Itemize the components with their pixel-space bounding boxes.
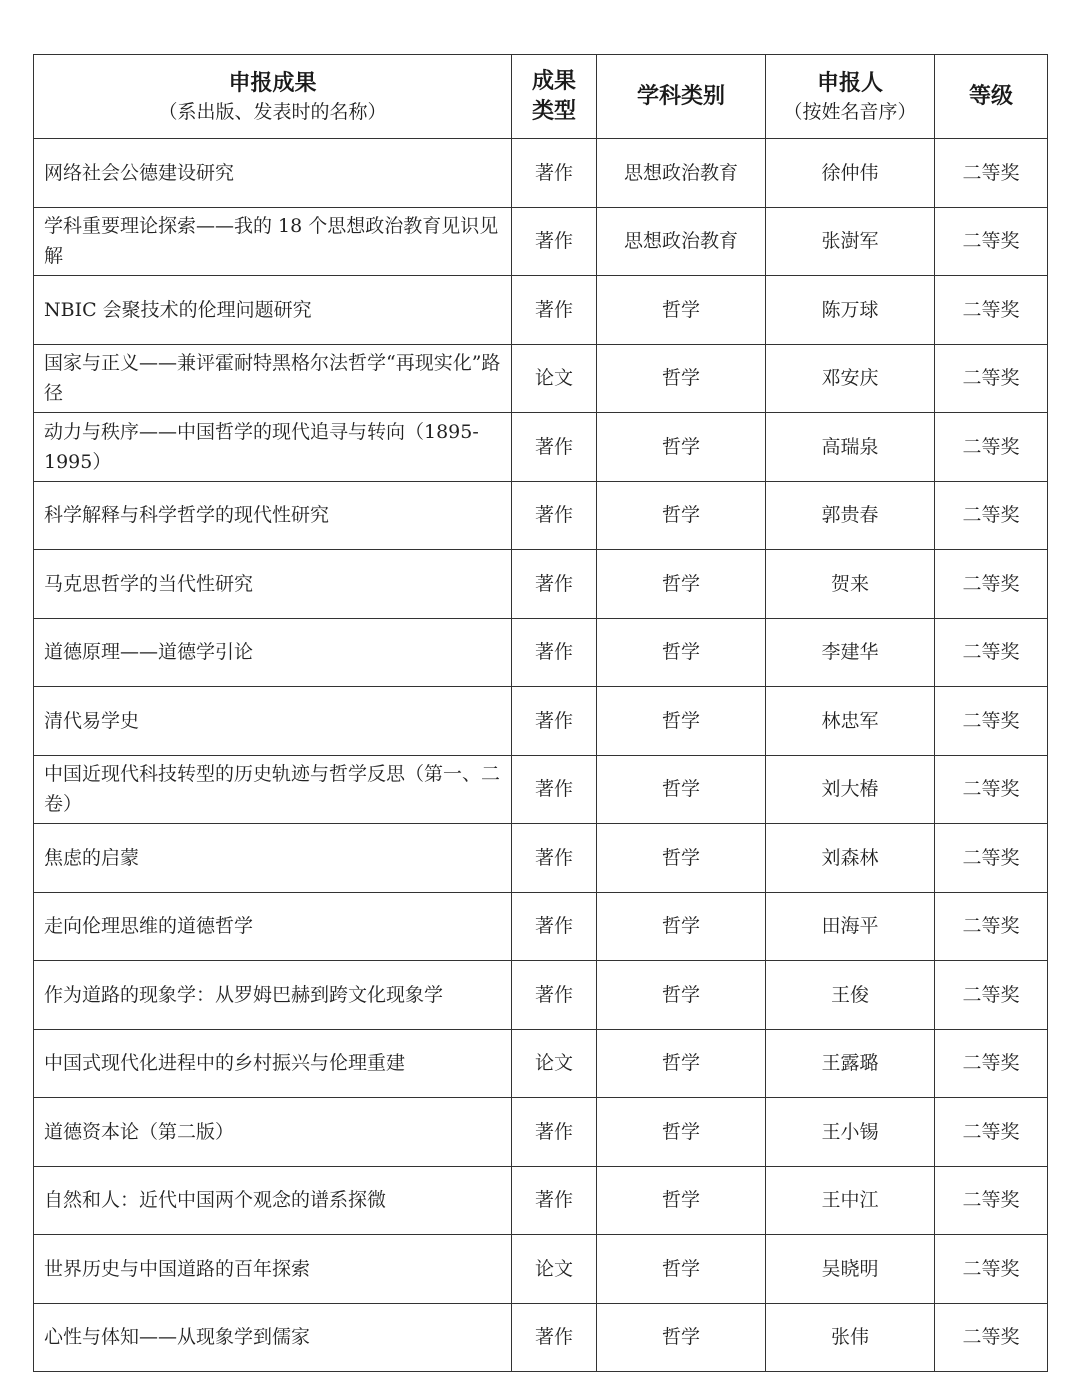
table-row <box>34 824 1048 893</box>
table-row <box>34 139 1048 208</box>
cell-grade: 二等奖 <box>935 755 1048 824</box>
cell-title: 中国式现代化进程中的乡村振兴与伦理重建 <box>34 1029 512 1098</box>
table-row <box>34 344 1048 413</box>
cell-discipline: 哲学 <box>597 550 766 619</box>
cell-applicant: 林忠军 <box>766 687 935 756</box>
cell-discipline: 思想政治教育 <box>597 139 766 208</box>
table-row <box>34 1235 1048 1304</box>
cell-discipline: 哲学 <box>597 481 766 550</box>
cell-grade: 二等奖 <box>935 550 1048 619</box>
cell-applicant: 王俊 <box>766 961 935 1030</box>
cell-applicant: 吴晓明 <box>766 1235 935 1304</box>
cell-title: 学科重要理论探索——我的 18 个思想政治教育见识见解 <box>34 207 512 276</box>
cell-discipline: 思想政治教育 <box>597 207 766 276</box>
cell-type: 论文 <box>512 1029 597 1098</box>
header-type-line1: 成果 <box>531 68 576 94</box>
cell-discipline: 哲学 <box>597 344 766 413</box>
cell-title: 国家与正义——兼评霍耐特黑格尔法哲学“再现实化”路径 <box>34 344 512 413</box>
table-row <box>34 207 1048 276</box>
cell-applicant: 王小锡 <box>766 1098 935 1167</box>
cell-title: 自然和人：近代中国两个观念的谱系探微 <box>34 1166 512 1235</box>
cell-grade: 二等奖 <box>935 344 1048 413</box>
header-applicant <box>766 55 935 139</box>
cell-applicant: 王露璐 <box>766 1029 935 1098</box>
cell-applicant: 刘森林 <box>766 824 935 893</box>
cell-discipline: 哲学 <box>597 276 766 345</box>
header-title <box>34 55 512 139</box>
cell-discipline: 哲学 <box>597 892 766 961</box>
awards-table <box>33 54 1048 1372</box>
cell-grade: 二等奖 <box>935 1303 1048 1372</box>
cell-applicant: 高瑞泉 <box>766 413 935 482</box>
header-title-sub: （系出版、发表时的名称） <box>158 100 387 123</box>
cell-discipline: 哲学 <box>597 687 766 756</box>
cell-title: 走向伦理思维的道德哲学 <box>34 892 512 961</box>
cell-grade: 二等奖 <box>935 1166 1048 1235</box>
cell-type: 著作 <box>512 413 597 482</box>
cell-grade: 二等奖 <box>935 481 1048 550</box>
header-type <box>512 55 597 139</box>
table-row <box>34 413 1048 482</box>
cell-title: 世界历史与中国道路的百年探索 <box>34 1235 512 1304</box>
cell-grade: 二等奖 <box>935 207 1048 276</box>
cell-discipline: 哲学 <box>597 618 766 687</box>
table-row <box>34 1098 1048 1167</box>
cell-discipline: 哲学 <box>597 961 766 1030</box>
cell-discipline: 哲学 <box>597 1235 766 1304</box>
cell-type: 著作 <box>512 276 597 345</box>
cell-discipline: 哲学 <box>597 1166 766 1235</box>
cell-applicant: 陈万球 <box>766 276 935 345</box>
table-row <box>34 892 1048 961</box>
cell-type: 著作 <box>512 481 597 550</box>
cell-type: 著作 <box>512 824 597 893</box>
cell-applicant: 张澍军 <box>766 207 935 276</box>
table-header-row <box>34 55 1048 139</box>
cell-title: 道德资本论（第二版） <box>34 1098 512 1167</box>
table-row <box>34 550 1048 619</box>
table-body <box>34 139 1048 1372</box>
cell-discipline: 哲学 <box>597 1098 766 1167</box>
cell-title: 中国近现代科技转型的历史轨迹与哲学反思（第一、二卷） <box>34 755 512 824</box>
cell-title: 科学解释与科学哲学的现代性研究 <box>34 481 512 550</box>
cell-applicant: 贺来 <box>766 550 935 619</box>
cell-title: 心性与体知——从现象学到儒家 <box>34 1303 512 1372</box>
cell-title: 网络社会公德建设研究 <box>34 139 512 208</box>
header-grade: 等级 <box>935 55 1048 139</box>
header-title-main: 申报成果 <box>228 70 317 96</box>
cell-grade: 二等奖 <box>935 139 1048 208</box>
cell-grade: 二等奖 <box>935 1235 1048 1304</box>
table-row <box>34 961 1048 1030</box>
cell-type: 著作 <box>512 961 597 1030</box>
header-applicant-sub: （按姓名音序） <box>783 100 917 123</box>
cell-grade: 二等奖 <box>935 687 1048 756</box>
header-type-line2: 类型 <box>531 98 576 124</box>
cell-discipline: 哲学 <box>597 755 766 824</box>
cell-discipline: 哲学 <box>597 413 766 482</box>
cell-title: 马克思哲学的当代性研究 <box>34 550 512 619</box>
cell-grade: 二等奖 <box>935 824 1048 893</box>
awards-document <box>33 54 1047 1372</box>
cell-type: 著作 <box>512 207 597 276</box>
table-row <box>34 276 1048 345</box>
cell-applicant: 邓安庆 <box>766 344 935 413</box>
cell-type: 著作 <box>512 1098 597 1167</box>
cell-applicant: 刘大椿 <box>766 755 935 824</box>
table-row <box>34 755 1048 824</box>
cell-discipline: 哲学 <box>597 1303 766 1372</box>
cell-title: 动力与秩序——中国哲学的现代追寻与转向（1895-1995） <box>34 413 512 482</box>
cell-grade: 二等奖 <box>935 413 1048 482</box>
cell-applicant: 李建华 <box>766 618 935 687</box>
table-row <box>34 481 1048 550</box>
cell-type: 著作 <box>512 1303 597 1372</box>
cell-type: 论文 <box>512 344 597 413</box>
table-row <box>34 1166 1048 1235</box>
cell-type: 著作 <box>512 687 597 756</box>
cell-title: 清代易学史 <box>34 687 512 756</box>
cell-title: 焦虑的启蒙 <box>34 824 512 893</box>
cell-applicant: 徐仲伟 <box>766 139 935 208</box>
table-row <box>34 687 1048 756</box>
cell-type: 著作 <box>512 550 597 619</box>
cell-title: 作为道路的现象学：从罗姆巴赫到跨文化现象学 <box>34 961 512 1030</box>
table-row <box>34 1303 1048 1372</box>
cell-type: 著作 <box>512 139 597 208</box>
cell-type: 著作 <box>512 892 597 961</box>
cell-applicant: 田海平 <box>766 892 935 961</box>
cell-type: 著作 <box>512 618 597 687</box>
table-row <box>34 618 1048 687</box>
cell-discipline: 哲学 <box>597 1029 766 1098</box>
cell-applicant: 张伟 <box>766 1303 935 1372</box>
cell-grade: 二等奖 <box>935 618 1048 687</box>
cell-title: NBIC 会聚技术的伦理问题研究 <box>34 276 512 345</box>
cell-type: 论文 <box>512 1235 597 1304</box>
cell-grade: 二等奖 <box>935 961 1048 1030</box>
cell-applicant: 王中江 <box>766 1166 935 1235</box>
cell-grade: 二等奖 <box>935 1029 1048 1098</box>
cell-applicant: 郭贵春 <box>766 481 935 550</box>
header-applicant-main: 申报人 <box>816 70 883 96</box>
cell-type: 著作 <box>512 1166 597 1235</box>
cell-grade: 二等奖 <box>935 1098 1048 1167</box>
table-row <box>34 1029 1048 1098</box>
cell-title: 道德原理——道德学引论 <box>34 618 512 687</box>
header-discipline: 学科类别 <box>597 55 766 139</box>
cell-discipline: 哲学 <box>597 824 766 893</box>
cell-type: 著作 <box>512 755 597 824</box>
cell-grade: 二等奖 <box>935 276 1048 345</box>
cell-grade: 二等奖 <box>935 892 1048 961</box>
